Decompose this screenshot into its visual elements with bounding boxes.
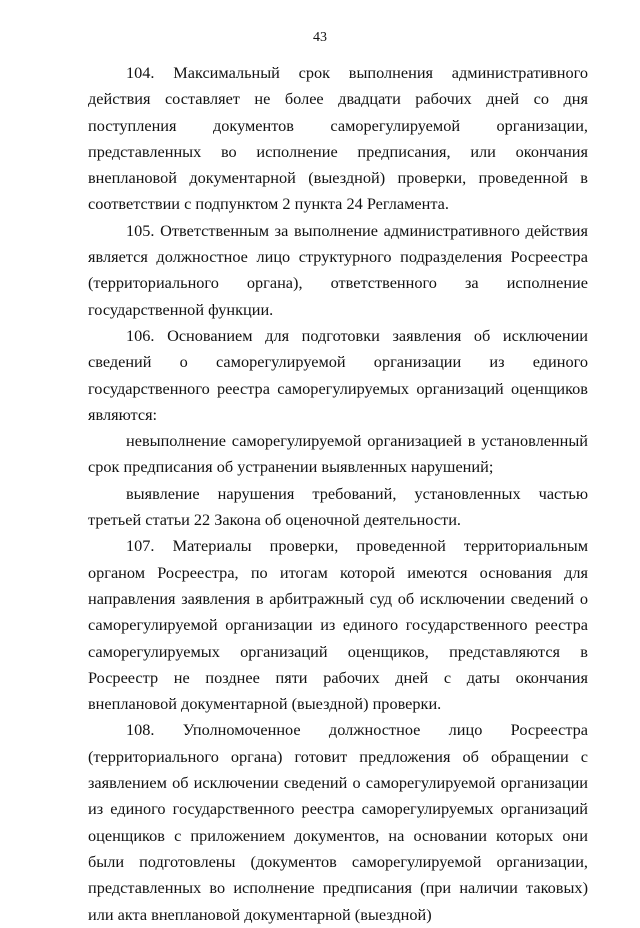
paragraph-104: 104. Максимальный срок выполнения административного действия составляет не более двадцати рабочих дней со дня поступления документов саморегулируемой организации, представленных во исполнение предписания, или окончания внеплановой документарной (выездной) проверки, проведенной в соответствии с подпунктом 2 пункта 24 Регламента. (88, 63, 588, 214)
paragraph-106: 106. Основанием для подготовки заявления об исключении сведений о саморегулируемой организации из единого государственного реестра саморегулируемых организаций оценщиков являются: (88, 325, 588, 424)
paragraph-107: 107. Материалы проверки, проведенной территориальным органом Росреестра, по итогам которой имеются основания для направления заявления в арбитражный суд об исключении сведений о саморегулируемой организации из единого государственного реестра саморегулируемых организаций оценщиков, представляются в Росреестр не позднее пяти рабочих дней с даты окончания внеплановой документарной (выездной) проверки. (88, 536, 588, 714)
document-body (88, 60, 588, 928)
paragraph-106-item-1: невыполнение саморегулируемой организацией в установленный срок предписания об устранении выявленных нарушений; (88, 431, 588, 477)
page-number: 43 (313, 30, 327, 45)
paragraph-105: 105. Ответственным за выполнение административного действия является должностное лицо структурного подразделения Росреестра (территориального органа), ответственного за исполнение государственной функции. (88, 220, 588, 319)
paragraph-108: 108. Уполномоченное должностное лицо Росреестра (территориального органа) готовит предложения об обращении с заявлением об исключении сведений о саморегулируемой организации из единого государственного реестра саморегулируемых организаций оценщиков с приложением документов, на основании которых они были подготовлены (документов саморегулируемой организации, представленных во исполнение предписания (при наличии таковых) или акта внеплановой документарной (выездной) (88, 720, 588, 924)
paragraph-106-item-2: выявление нарушения требований, установленных частью третьей статьи 22 Закона об оценочной деятельности. (88, 483, 588, 530)
